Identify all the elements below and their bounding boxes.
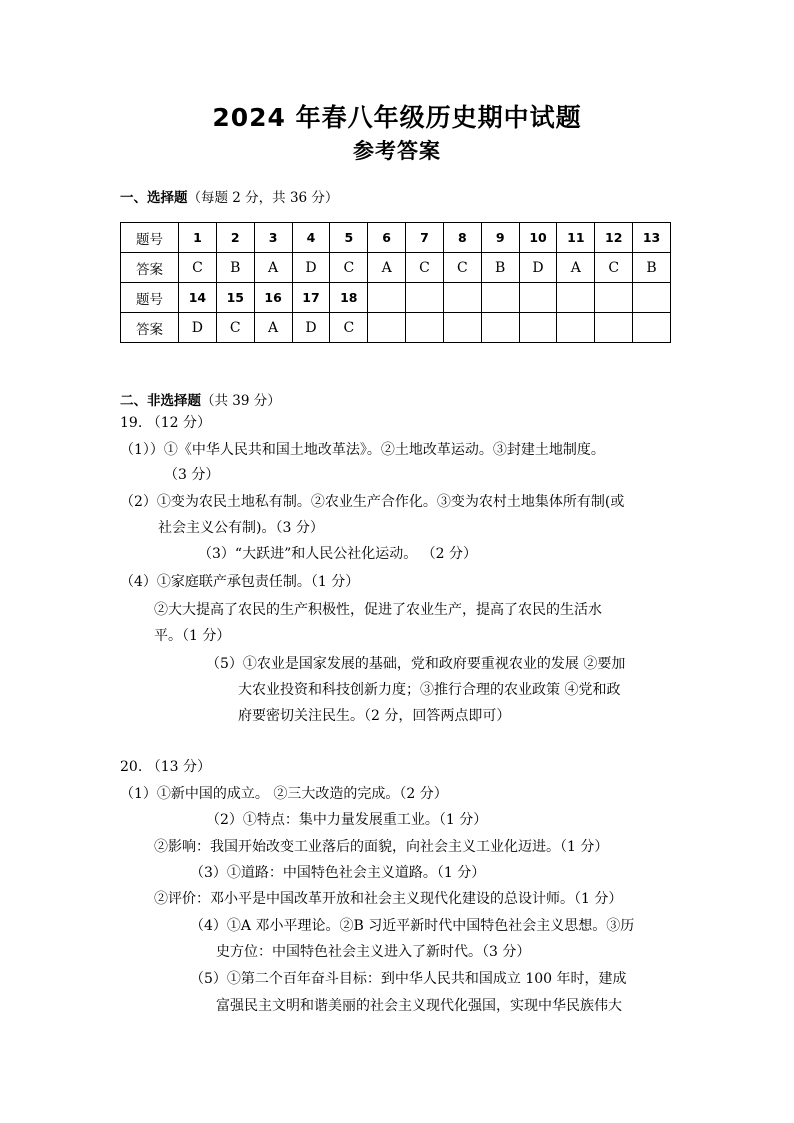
answer-cell: D: [179, 313, 217, 343]
answer-line: （5）①第二个百年奋斗目标：到中华人民共和国成立 100 年时，建成: [190, 971, 627, 987]
row-label: 题号: [121, 223, 179, 253]
answer-cell: [481, 313, 519, 343]
answer-table: [120, 222, 671, 343]
question-number: [406, 283, 444, 313]
answer-line: （2）①变为农民土地私有制。②农业生产合作化。③变为农村土地集体所有制(或: [120, 494, 625, 510]
answer-cell: C: [443, 253, 481, 283]
answer-line: 大农业投资和科技创新力度；③推行合理的农业政策 ④党和政: [238, 682, 621, 698]
page-subtitle: 参考答案: [353, 139, 441, 163]
answer-cell: C: [595, 253, 633, 283]
answer-cell: A: [254, 253, 292, 283]
question-number: 4: [292, 223, 330, 253]
question-number: [368, 283, 406, 313]
question-number: [443, 283, 481, 313]
question-19-heading: 19. （12 分）: [120, 415, 211, 431]
answer-line: （1）①新中国的成立。 ②三大改造的完成。（2 分）: [120, 786, 448, 802]
section-multiple-choice-heading: [120, 186, 338, 206]
question-number: [557, 283, 595, 313]
answer-cell: B: [216, 253, 254, 283]
answer-line: （5）①农业是国家发展的基础，党和政府要重视农业的发展 ②要加: [206, 656, 626, 672]
question-number: 10: [519, 223, 557, 253]
question-number: 5: [330, 223, 368, 253]
answer-line: （4）①家庭联产承包责任制。（1 分）: [120, 574, 360, 590]
section-note: （共 39 分）: [201, 393, 281, 409]
question-20-heading: 20. （13 分）: [120, 759, 211, 775]
question-number: 8: [443, 223, 481, 253]
answer-line: 富强民主文明和谐美丽的社会主义现代化强国，实现中华民族伟大: [216, 998, 622, 1014]
answer-line: （4）①A 邓小平理论。②B 习近平新时代中国特色社会主义思想。③历: [190, 918, 635, 934]
section-non-choice-heading: [120, 389, 281, 409]
row-label: 题号: [121, 283, 179, 313]
answer-cell: C: [179, 253, 217, 283]
question-number: 6: [368, 223, 406, 253]
question-number: 17: [292, 283, 330, 313]
answer-line: ②大大提高了农民的生产积极性，促进了农业生产，提高了农民的生活水: [154, 602, 602, 618]
answer-line: （3 分）: [164, 467, 220, 483]
question-number: 2: [216, 223, 254, 253]
question-number: 3: [254, 223, 292, 253]
answer-line: （3）①道路：中国特色社会主义道路。（1 分）: [190, 865, 486, 881]
answer-line: ②评价：邓小平是中国改革开放和社会主义现代化建设的总设计师。（1 分）: [154, 891, 623, 907]
question-number: 14: [179, 283, 217, 313]
section-note: （每题 2 分，共 36 分）: [187, 190, 339, 206]
answer-cell: A: [254, 313, 292, 343]
table-row: [121, 313, 671, 343]
section-title: 一、选择题: [120, 190, 188, 206]
answer-cell: B: [481, 253, 519, 283]
answer-cell: B: [633, 253, 671, 283]
answer-cell: A: [368, 253, 406, 283]
answer-cell: C: [330, 313, 368, 343]
answer-line: （2）①特点：集中力量发展重工业。（1 分）: [206, 812, 488, 828]
question-number: 18: [330, 283, 368, 313]
answer-line: （1））①《中华人民共和国土地改革法》。②土地改革运动。③封建土地制度。: [120, 442, 605, 458]
answer-line: 社会主义公有制)。（3 分）: [158, 520, 324, 536]
answer-line: 史方位：中国特色社会主义进入了新时代。（3 分）: [216, 944, 531, 960]
table-row: [121, 283, 671, 313]
answer-cell: [633, 313, 671, 343]
question-number: 16: [254, 283, 292, 313]
answer-line: （3）“大跃进”和人民公社化运动。 （2 分）: [198, 546, 478, 562]
answer-cell: D: [519, 253, 557, 283]
answer-cell: D: [292, 253, 330, 283]
answer-cell: [368, 313, 406, 343]
question-number: 15: [216, 283, 254, 313]
answer-cell: [443, 313, 481, 343]
answer-cell: C: [406, 253, 444, 283]
table-row: [121, 253, 671, 283]
question-number: 11: [557, 223, 595, 253]
table-row: [121, 223, 671, 253]
section-title: 二、非选择题: [120, 393, 201, 409]
answer-line: ②影响：我国开始改变工业落后的面貌，向社会主义工业化迈进。（1 分）: [154, 839, 609, 855]
answer-cell: C: [330, 253, 368, 283]
answer-cell: [557, 313, 595, 343]
question-number: [519, 283, 557, 313]
answer-cell: [406, 313, 444, 343]
answer-cell: [519, 313, 557, 343]
question-number: [633, 283, 671, 313]
question-number: 7: [406, 223, 444, 253]
page-title: 2024 年春八年级历史期中试题: [212, 103, 582, 132]
row-label: 答案: [121, 313, 179, 343]
question-number: [481, 283, 519, 313]
answer-cell: [595, 313, 633, 343]
question-number: 1: [179, 223, 217, 253]
answer-cell: A: [557, 253, 595, 283]
row-label: 答案: [121, 253, 179, 283]
answer-cell: D: [292, 313, 330, 343]
answer-cell: C: [216, 313, 254, 343]
answer-line: 平。（1 分）: [154, 628, 231, 644]
question-number: 13: [633, 223, 671, 253]
question-number: [595, 283, 633, 313]
question-number: 9: [481, 223, 519, 253]
answer-line: 府要密切关注民生。（2 分，回答两点即可）: [238, 708, 511, 724]
question-number: 12: [595, 223, 633, 253]
